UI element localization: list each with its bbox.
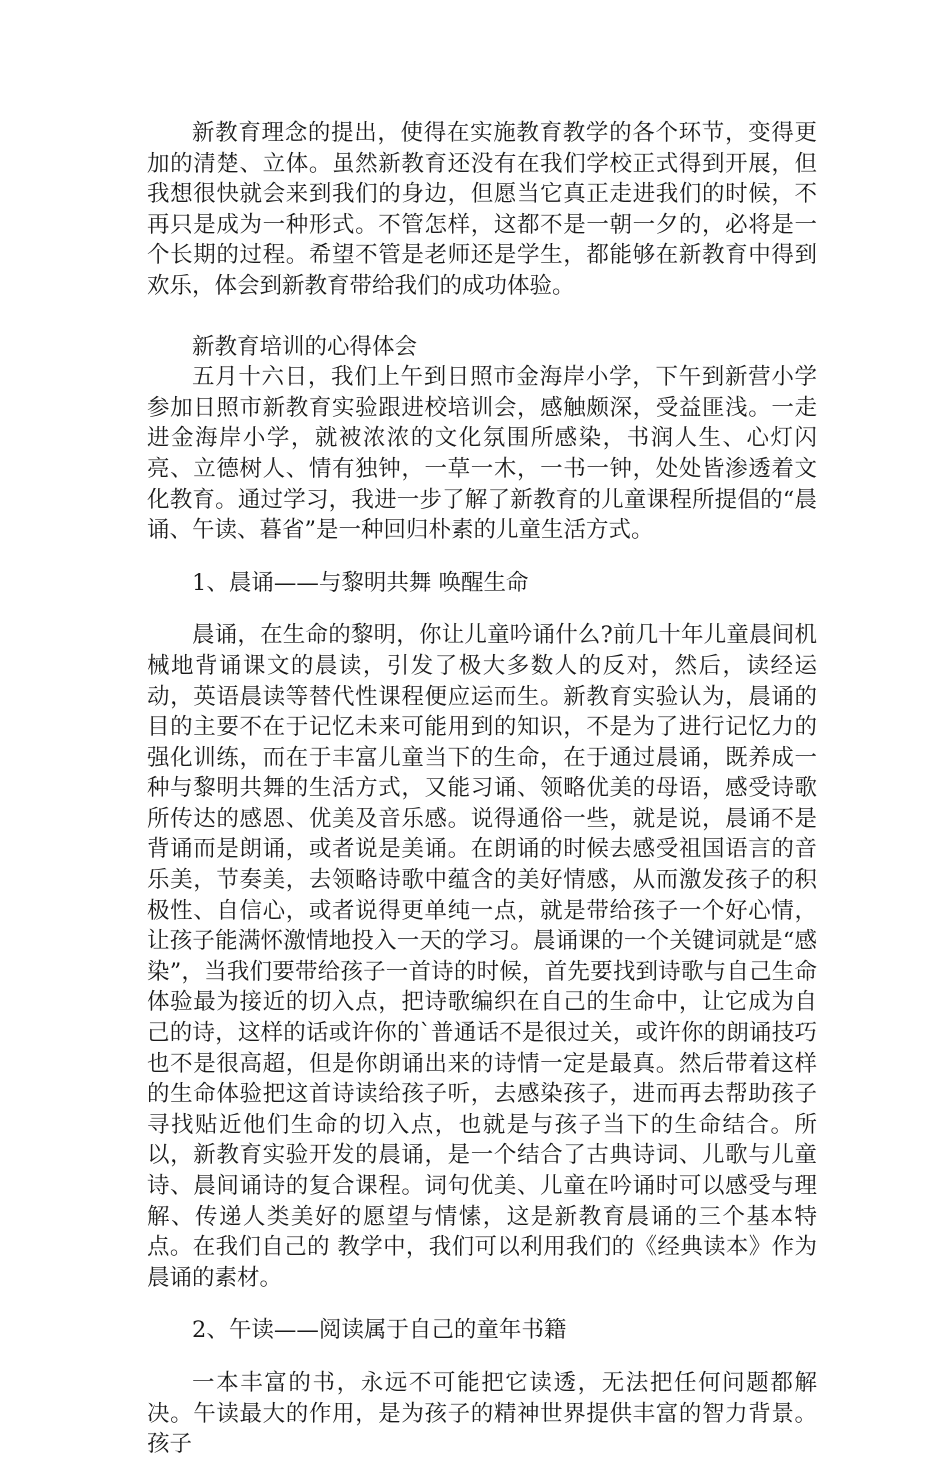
spacer [147, 546, 817, 568]
document-title: 新教育培训的心得体会 [192, 333, 418, 360]
spacer [147, 1346, 817, 1368]
intro-paragraph: 新教育理念的提出，使得在实施教育教学的各个环节，变得更加的清楚、立体。虽然新教育还没有在我们学校正式得到开展，但我想很快就会来到我们的身边，但愿当它真正走进我们的时候，不再只是成为一种形式。不管怎样，这都不是一朝一夕的，必将是一个长期的过程。希望不管是老师还是学生，都能够在新教育中得到欢乐，体会到新教育带给我们的成功体验。 [147, 120, 817, 299]
spacer [147, 1293, 817, 1315]
section-1-body: 晨诵，在生命的黎明，你让儿童吟诵什么?前几十年儿童晨间机械地背诵课文的晨读，引发了极大多数人的反对，然后，读经运动，英语晨读等替代性课程便应运而生。新教育实验认为，晨诵的目的主要不在于记忆未来可能用到的知识，不是为了进行记忆力的强化训练，而在于丰富儿童当下的生命，在于通过晨诵，既养成一种与黎明共舞的生活方式，又能习诵、领略优美的母语，感受诗歌所传达的感恩、优美及音乐感。说得通俗一些，就是说，晨诵不是背诵而是朗诵，或者说是美诵。在朗诵的时候去感受祖国语言的音乐美，节奏美，去领略诗歌中蕴含的美好情感，从而激发孩子的积极性、自信心，或者说得更单纯一点，就是带给孩子一个好心情，让孩子能满怀激情地投入一天的学习。晨诵课的一个关键词就是“感染”，当我们要带给孩子一首诗的时候，首先要找到诗歌与自己生命体验最为接近的切入点，把诗歌编织在自己的生命中，让它成为自己的诗，这样的话或许你的`普通话不是很过关，或许你的朗诵技巧也不是很高超，但是你朗诵出来的诗情一定是最真。然后带着这样的生命体验把这首诗读给孩子听，去感染孩子，进而再去帮助孩子寻找贴近他们生命的切入点，也就是与孩子当下的生命结合。所以，新教育实验开发的晨诵，是一个结合了古典诗词、儿歌与儿童诗、晨间诵诗的复合课程。词句优美、儿童在吟诵时可以感受与理解、传递人类美好的愿望与情愫，这是新教育晨诵的三个基本特点。在我们自己的 教学中，我们可以利用我们的《经典读本》作为晨诵的素材。 [147, 622, 817, 1291]
section-2-body: 一本丰富的书，永远不可能把它读透，无法把任何问题都解决。午读最大的作用，是为孩子的精神世界提供丰富的智力背景。孩子 [147, 1369, 817, 1458]
spacer [147, 598, 817, 620]
section-1-heading: 1、晨诵——与黎明共舞 唤醒生命 [192, 569, 529, 596]
document-body [147, 118, 817, 1460]
spacer [147, 302, 817, 332]
section-2-heading: 2、午读——阅读属于自己的童年书籍 [192, 1317, 567, 1344]
visit-paragraph: 五月十六日，我们上午到日照市金海岸小学，下午到新营小学参加日照市新教育实验跟进校培训会，感触颇深，受益匪浅。一走进金海岸小学，就被浓浓的文化氛围所感染，书润人生、心灯闪亮、立德树人、情有独钟，一草一木，一书一钟，处处皆渗透着文化教育。通过学习，我进一步了解了新教育的儿童课程所提倡的“晨诵、午读、暮省”是一种回归朴素的儿童生活方式。 [147, 364, 817, 544]
